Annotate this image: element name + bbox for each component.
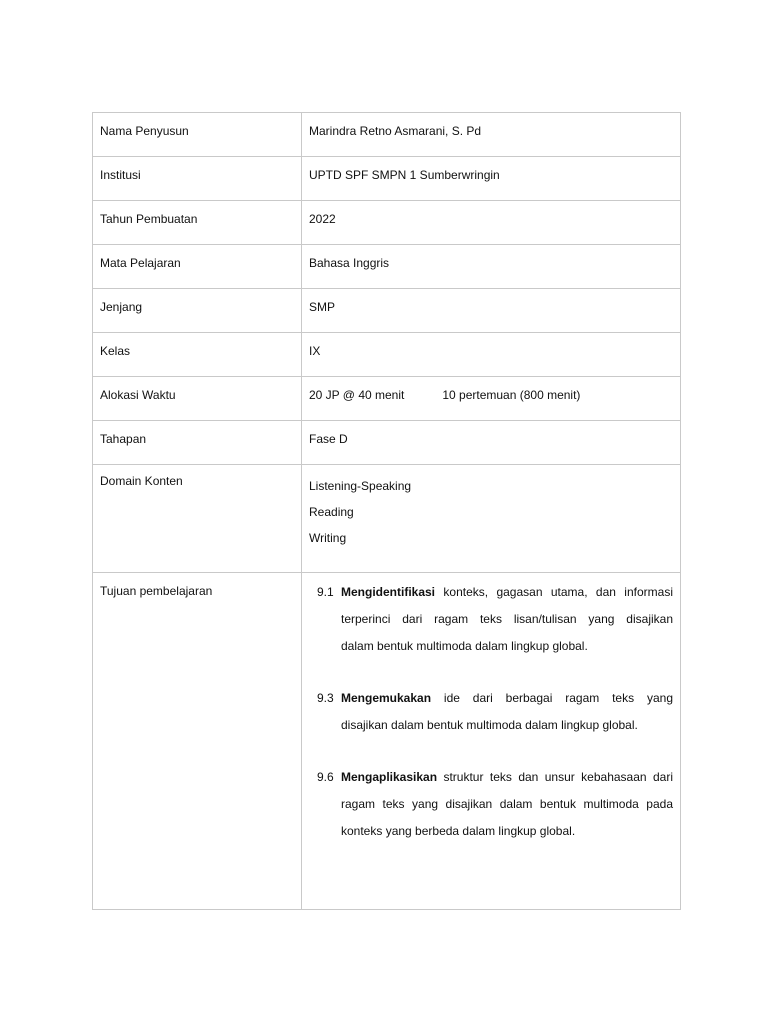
value-institusi: UPTD SPF SMPN 1 Sumberwringin: [309, 168, 500, 182]
objectives-list: [309, 573, 673, 845]
row-kelas: [93, 333, 681, 377]
objective-text: konteks yang berbeda dalam lingkup global.: [341, 824, 576, 838]
objective-keyword: Mengemukakan: [341, 691, 432, 705]
row-institusi: [93, 157, 681, 201]
value-alokasi-jp: 20 JP @ 40 menit: [309, 388, 405, 402]
row-jenjang: [93, 289, 681, 333]
objective-text: dalam bentuk multimoda dalam lingkup global.: [341, 639, 588, 653]
value-tahun-pembuatan: 2022: [309, 212, 336, 226]
objective-keyword: Mengaplikasikan: [341, 770, 438, 784]
objective-text: struktur teks dan unsur kebahasaan dari: [443, 770, 673, 784]
objective-text: ragam teks yang disajikan dalam bentuk multimoda pada: [341, 797, 673, 811]
objective-item: [317, 579, 673, 660]
domain-list: [309, 465, 673, 551]
row-mata-pelajaran: [93, 245, 681, 289]
label-alokasi-waktu: Alokasi Waktu: [100, 388, 176, 402]
label-tahun-pembuatan: Tahun Pembuatan: [100, 212, 198, 226]
value-jenjang: SMP: [309, 300, 336, 314]
value-alokasi-pertemuan: 10 pertemuan (800 menit): [442, 388, 581, 402]
label-mata-pelajaran: Mata Pelajaran: [100, 256, 181, 270]
label-jenjang: Jenjang: [100, 300, 143, 314]
label-tahapan: Tahapan: [100, 432, 147, 446]
label-tujuan-pembelajaran: Tujuan pembelajaran: [100, 584, 213, 598]
domain-item: Writing: [309, 531, 347, 545]
label-domain-konten: Domain Konten: [100, 474, 183, 488]
objective-text: disajikan dalam bentuk multimoda dalam lingkup global.: [341, 718, 638, 732]
row-tujuan-pembelajaran: [93, 573, 681, 910]
row-nama-penyusun: [93, 113, 681, 157]
row-domain-konten: [93, 465, 681, 573]
objective-number: 9.6: [317, 770, 334, 784]
domain-item: Reading: [309, 505, 354, 519]
label-institusi: Institusi: [100, 168, 141, 182]
row-alokasi-waktu: [93, 377, 681, 421]
objective-text: ide dari berbagai ragam teks yang: [443, 691, 673, 705]
row-tahapan: [93, 421, 681, 465]
value-kelas: IX: [309, 344, 321, 358]
objective-number: 9.3: [317, 691, 334, 705]
value-tahapan: Fase D: [309, 432, 348, 446]
domain-item: Listening-Speaking: [309, 479, 412, 493]
label-nama-penyusun: Nama Penyusun: [100, 124, 189, 138]
objective-text: konteks, gagasan utama, dan informasi: [443, 585, 673, 599]
row-tahun-pembuatan: [93, 201, 681, 245]
label-kelas: Kelas: [100, 344, 131, 358]
value-nama-penyusun: Marindra Retno Asmarani, S. Pd: [309, 124, 482, 138]
objective-item: [317, 764, 673, 845]
value-mata-pelajaran: Bahasa Inggris: [309, 256, 390, 270]
objective-number: 9.1: [317, 585, 334, 599]
lesson-info-table: [92, 112, 681, 910]
objective-keyword: Mengidentifikasi: [341, 585, 436, 599]
objective-text: terperinci dari ragam teks lisan/tulisan yang disajikan: [341, 612, 673, 626]
objective-item: [317, 685, 673, 739]
